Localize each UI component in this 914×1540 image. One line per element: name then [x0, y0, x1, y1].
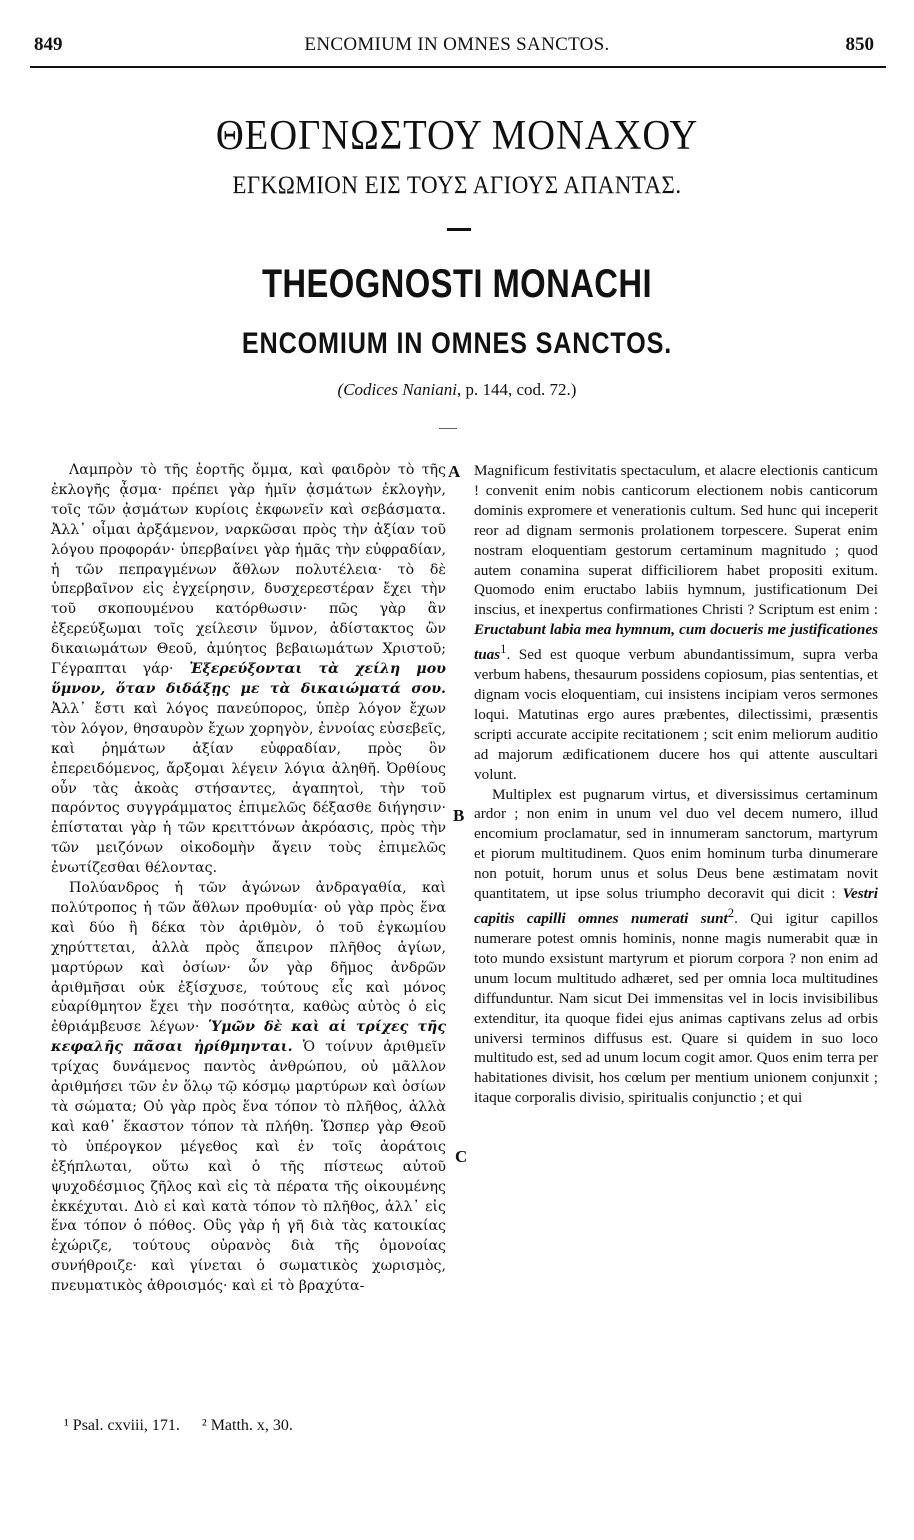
greek-paragraph-2-continued: Ὁ τοίνυν ἀριθμεῖν τρίχας δυνάμενος παντὸς ἀνθρώπου, οὐ μᾶλλον ἀριθμήσει τῶν ἐν ὅλῳ τῷ κόσμῳ μαρτύρων καὶ ὁσίων τὰ σώματα; Οὐ γὰρ πρὸς ἕνα τόπον τὸ πλῆθος, ἀλλὰ καὶ καθ᾽ ἕκαστον τόπον τὰ πλήθη. Ὥσπερ γὰρ Θεοῦ τὸ ὑπέρογκον μέγεθος καὶ ἐν τοῖς ἀοράτοις ἐξήπλωται, οὕτω καὶ ὁ τῆς πίστεως αὐτοῦ ψυχοδέσμιος ζῆλος καὶ εἰς τὰ πέρατα τῆς οἰκουμένης ἐκκέχυται. Διὸ εἰ καὶ κατὰ τόπον τὸ πλῆθος, ἀλλ᾽ εἰς ἕνα τόπον ὁ πόθος. Οὓς γὰρ ἡ γῆ διὰ τὰς κατοικίας ἐχώριζε, τούτους οὐρανὸς διὰ τῆς ὁμονοίας συνήθροιζε· καὶ γίνεται ὁ σωματικὸς χωρισμὸς, πνευματικὸς ἀθροισμός· καὶ εἰ τὸ βραχύτα-	[51, 1039, 447, 1295]
greek-subtitle: ΕΓΚΩΜΙΟΝ ΕΙΣ ΤΟΥΣ ΑΓΙΟΥΣ ΑΠΑΝΤΑΣ.	[232, 172, 682, 199]
right-page-number: 850	[845, 34, 874, 55]
latin-scripture-quote-2: Vestri capitis capilli omnes numerati sunt	[474, 885, 879, 928]
latin-title: THEOGNOSTI MONACHI	[261, 262, 653, 306]
section-marker-b: B	[453, 806, 465, 825]
header-rule	[30, 66, 886, 68]
section-marker-c: C	[455, 1147, 468, 1166]
left-page-number: 849	[34, 34, 63, 55]
greek-column	[51, 461, 446, 1297]
title-divider	[447, 228, 471, 231]
latin-paragraph-2-text: Multiplex est pugnarum virtus, et diversissimus certaminum ardor ; non enim in unum vel duo vel decem numero, illud encomium proclamatur, sed in innumeram sanctorum, martyrum et piorum multitudinem. Quos enim hominum turba dinumerare non potuit, horum unus et solus Deus bene æstimatam novit quantitatem, ut ipse solus triumpho decoravit qui dicit :	[474, 785, 878, 903]
latin-column	[474, 461, 878, 1108]
latin-footnote-ref-1: 1	[500, 642, 507, 657]
latin-subtitle: ENCOMIUM IN OMNES SANCTOS.	[241, 327, 673, 360]
footnote-2: ² Matth. x, 30.	[201, 1417, 293, 1434]
greek-paragraph-1	[51, 461, 446, 879]
section-marker-a: A	[448, 462, 461, 481]
latin-paragraph-1-continued: . Sed est quoque verbum abundantissimum, supra verba verbum habens, thesaurum possidens copiosum, pias sententias, et dignam vocis eloquentiam, cui insistens incipiam veros sermones loqui. Matutinas ergo aures præbentes, dilectissimi, præsentis scripti accurate accipite recitationem ; scit enim meliorum auditio ad majorum ædificationem ducere hos qui attente auscultari volunt.	[474, 646, 878, 783]
greek-paragraph-2	[51, 879, 446, 1297]
latin-footnote-ref-2: 2	[727, 906, 735, 920]
codices-name: (Codices Naniani	[337, 380, 457, 399]
greek-title: ΘΕΟΓΝΩΣΤΟΥ ΜΟΝΑΧΟΥ	[215, 113, 699, 159]
section-divider	[439, 428, 457, 429]
codices-reference: , p. 144, cod. 72.)	[457, 380, 577, 399]
greek-paragraph-1-text: Λαμπρὸν τὸ τῆς ἑορτῆς ὄμμα, καὶ φαιδρὸν τὸ τῆς ἐκλογῆς ᾆσμα· πρέπει γὰρ ἡμῖν ᾀσμάτων ἐκλογὴν, τοῖς τῶν ᾀσμάτων κυρίοις ἐκφωνεῖν καὶ σεβάσματα. Ἀλλ᾽ οἶμαι ἀρξάμενον, ναρκῶσαι πρὸς τὴν ἀξίαν τοῦ λόγου προφοράν· ὑπερβαίνει γὰρ ἡμᾶς τὴν εὐφραδίαν, ἡ τῶν πεπραγμένων ἄθλων πολυτέλεια· τὸ δὲ ὑπερβαῖνον εἰς ἐγχείρησιν, δυσχερεστέραν ἔχει τὴν τοῦ σκοπουμένου κατόρθωσιν· πῶς γὰρ ἂν ἐξερεύξωμαι τοῖς χείλεσιν ὕμνον, ἀδίστακτος ὢν δικαιωμάτων Θεοῦ, ἀμύητος βεβαιωμάτων Χριστοῦ; Γέγραπται γάρ·	[51, 462, 446, 678]
running-title: ENCOMIUM IN OMNES SANCTOS.	[304, 34, 610, 55]
latin-paragraph-1-text: Magnificum festivitatis spectaculum, et alacre electionis canticum ! convenit enim nobis canticorum electionem nobis canticorum dominis expromere et venerationis cultum. Sed hunc qui inceperit reor ad dignam sermonis prolationem torpescere. Superat enim nostram eloquentiam gestorum certaminum magnitudo ; quod autem conamina superat difficiliorem habet propositi exitum. Quomodo enim eructabo labiis hymnum, justificationum Dei inscius, et inexpertus confirmationes Christi ? Scriptum est enim :	[474, 462, 878, 619]
latin-paragraph-2-continued: . Qui igitur capillos numerare potest omnis hominis, nonne magis numerabit quæ in toto mundo exsistunt martyrum et piorum corpora ? non enim ad unum locum multitudo adhæret, sed per omnia loca multitudines diffunduntur. Nam sicut Dei immensitas vel in locis invisibilibus extenditur, ita quoque fidei ejus animas captivans zelus ad orbis universi terminos diffusus est. Quare si quidem in suo loco multitudo est, sed ad unum locum cogit amor. Quos enim terra per habitationes divisit, hos cœlum per mentium unionem conjunxit ; itaque corporalis divisio, spiritualis conjunctio ; et qui	[474, 910, 878, 1107]
footnote-1: ¹ Psal. cxviii, 171.	[64, 1417, 180, 1434]
greek-scripture-quote-2: Ὑμῶν δὲ καὶ αἱ τρίχες τῆς κεφαλῆς πᾶσαι ἠρίθμηνται.	[51, 1019, 446, 1056]
latin-paragraph-2	[474, 785, 878, 1109]
codices-note	[0, 380, 914, 400]
latin-paragraph-1	[474, 461, 878, 785]
greek-paragraph-2-text: Πολύανδρος ἡ τῶν ἀγώνων ἀνδραγαθία, καὶ πολύτροπος ἡ τῶν ἄθλων προθυμία· οὐ γὰρ πρὸς ἕνα καὶ δύο ἢ δέκα τὸν ἀριθμὸν, ὁ τοῦ ἐγκωμίου χηρύττεται, ἀλλὰ πρὸς ἄπειρον πλῆθος ἁγίων, μαρτύρων καὶ ὁσίων· ὧν γὰρ δῆμος ἀνδρῶν ἀριθμῆσαι οὐκ ἐξίσχυσε, τούτους εἷς καὶ μόνος εὐαρίθμητον ἔχει τὴν ποσότητα, καθὼς αὐτὸς ὁ εἰς ἐθριάμβευσε λέγων·	[51, 880, 446, 1036]
footnotes	[64, 1417, 311, 1435]
greek-paragraph-1-continued: Ἀλλ᾽ ἔστι καὶ λόγος πανεύπορος, ὑπὲρ λόγον ἔχων τὸν λόγον, θησαυρὸν ἔχων χορηγὸν, ἐννοίας εὐσεβεῖς, καὶ ῥημάτων ἀξίαν εὐφραδίαν, πρὸς ὃν ἐπερειδόμενος, ἄρξομαι λέγειν λόγια ἀληθῆ. Ὀρθίους οὖν τὰς ἀκοὰς στήσαντες, ἀγαπητοὶ, τὴν τοῦ παρόντος συγγράμματος ἐπιμελῶς δέξασθε διήγησιν· ἐπίσταται γὰρ ἡ τῶν κρειττόνων ἀκρόασις, πρὸς τὴν τῶν μειζόνων οἰκοδομὴν ἄγειν τοὺς ἐπιμελῶς ἐνωτίζεσθαι θέλοντας.	[51, 700, 446, 877]
greek-scripture-quote-1: Ἐξερεύξονται τὰ χείλη μου ὕμνον, ὅταν διδάξῃς με τὰ δικαιώματά σου.	[51, 661, 446, 697]
running-head	[0, 34, 914, 64]
latin-scripture-quote-1: Eructabunt labia mea hymnum, cum docueris me justificationes tuas	[474, 621, 878, 664]
